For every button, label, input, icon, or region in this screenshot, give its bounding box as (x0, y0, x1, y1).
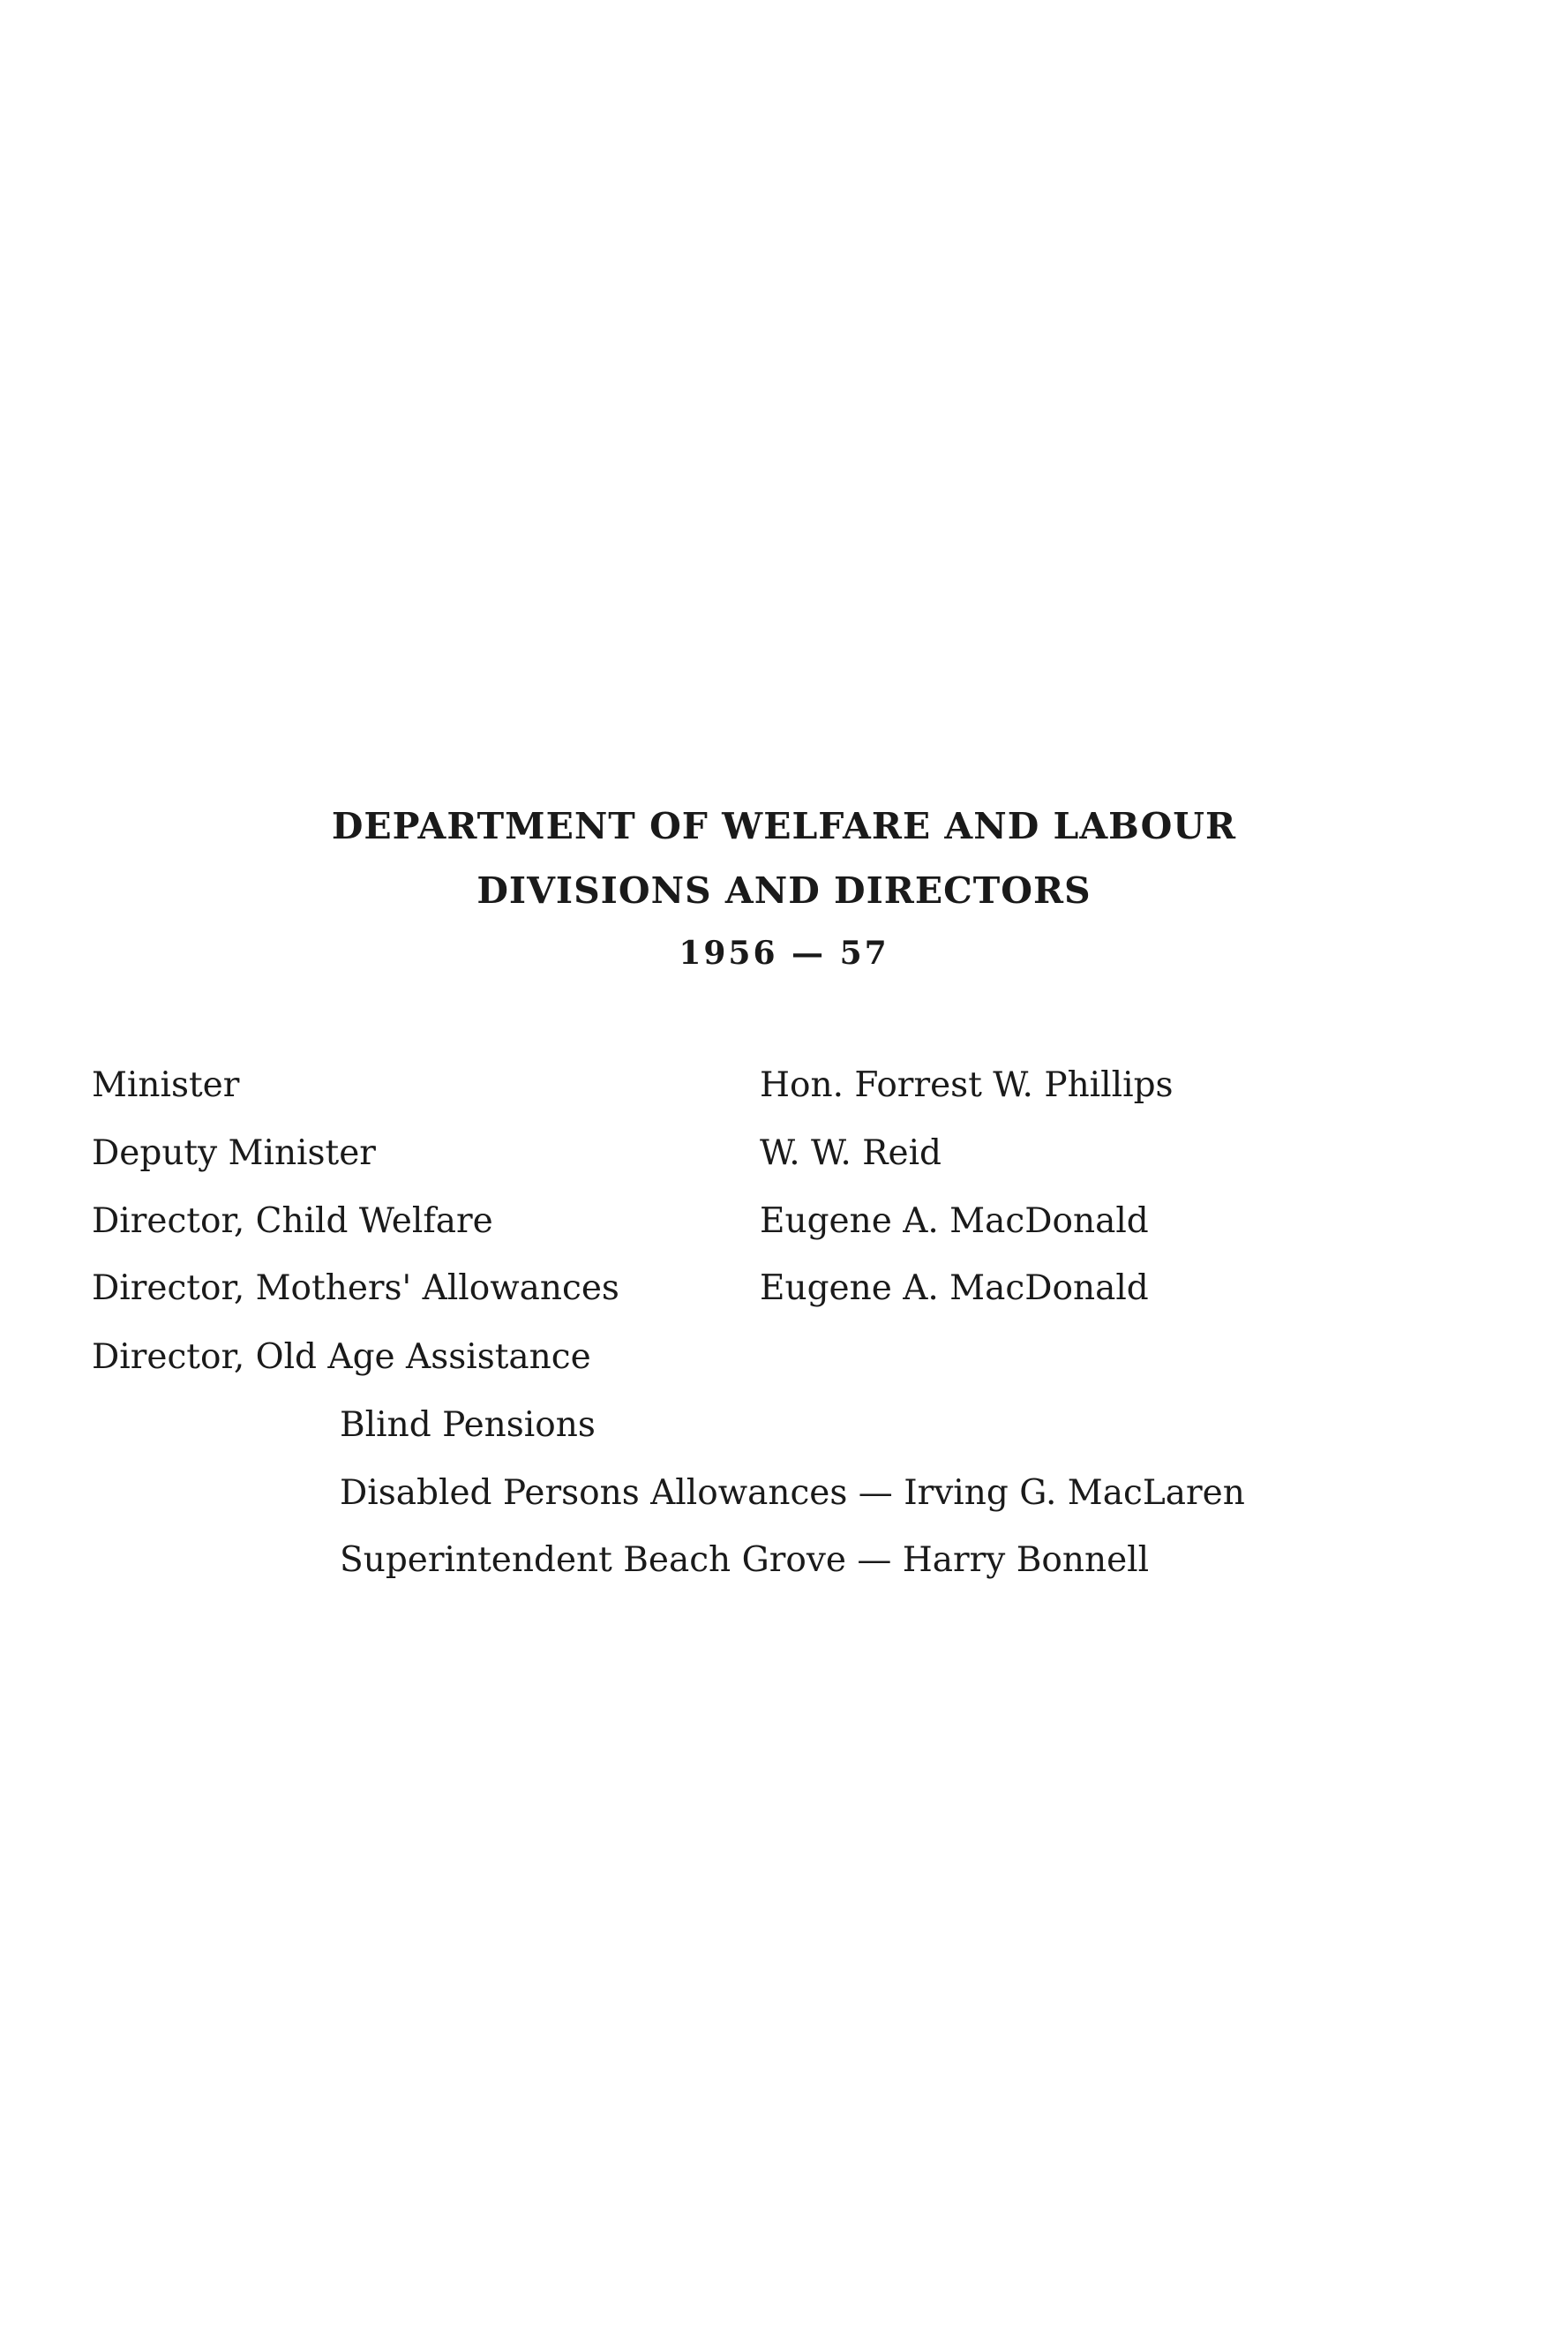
role-minister: Minister (92, 1065, 240, 1105)
name-director-mothers-allowances: Eugene A. MacDonald (760, 1268, 1149, 1308)
role-director-old-age-assistance: Director, Old Age Assistance (92, 1337, 591, 1377)
section-subtitle: DIVISIONS AND DIRECTORS (476, 869, 1092, 912)
name-director-child-welfare: Eugene A. MacDonald (760, 1201, 1149, 1241)
role-deputy-minister: Deputy Minister (92, 1133, 376, 1173)
name-minister: Hon. Forrest W. Phillips (760, 1065, 1174, 1105)
role-director-child-welfare: Director, Child Welfare (92, 1201, 493, 1241)
sub-entry-beach-grove: Superintendent Beach Grove — Harry Bonnell (340, 1540, 1150, 1580)
role-director-mothers-allowances: Director, Mothers' Allowances (92, 1268, 619, 1308)
sub-entry-disabled-persons: Disabled Persons Allowances — Irving G. MacLaren (340, 1473, 1245, 1513)
name-deputy-minister: W. W. Reid (760, 1133, 942, 1173)
department-title: DEPARTMENT OF WELFARE AND LABOUR (331, 805, 1237, 847)
sub-entry-blind-pensions: Blind Pensions (340, 1405, 596, 1445)
year-range: 1956 — 57 (679, 935, 889, 972)
